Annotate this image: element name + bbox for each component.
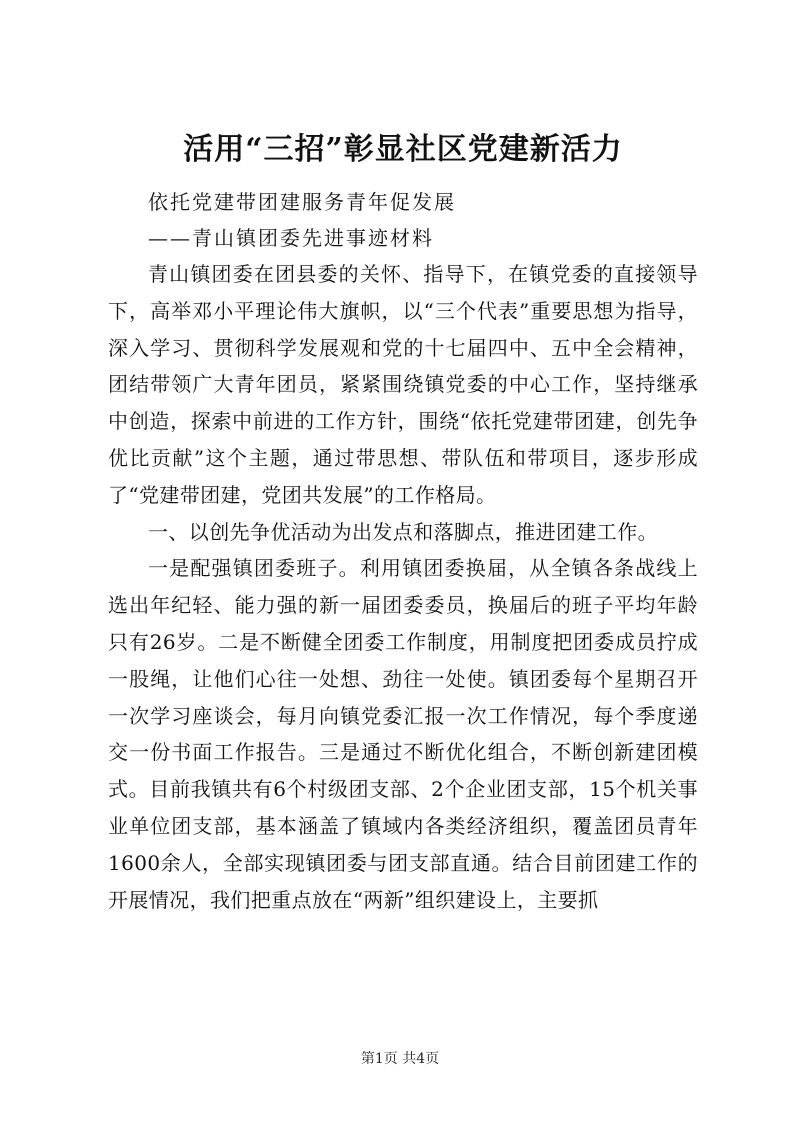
- page-footer: [0, 1050, 800, 1068]
- document-title: 活用“三招”彰显社区党建新活力: [183, 132, 623, 167]
- document-subtitle-author: ——青山镇团委先进事迹材料: [148, 226, 434, 250]
- section-heading: 一、以创先争优活动为出发点和落脚点，推进团建工作。: [148, 519, 658, 544]
- document-subtitle: 依托党建带团建服务青年促发展: [148, 190, 456, 214]
- page-number-indicator: 第1页 共4页: [360, 1051, 440, 1067]
- document-page: [108, 130, 698, 918]
- body-paragraph-intro: 青山镇团委在团县委的关怀、指导下，在镇党委的直接领导下，高举邓小平理论伟大旗帜，以“三个代表”重要思想为指导，深入学习、贯彻科学发展观和党的十七届四中、五中全会精神，团结带领广大青年团员，紧紧围绕镇党委的中心工作，坚持继承中创造，探索中前进的工作方针，围绕“依托党建带团建，创先争优比贡献”这个主题，通过带思想、带队伍和带项目，逐步形成了“党建带团建，党团共发展”的工作格局。: [108, 262, 698, 507]
- body-paragraph-section-1: 一是配强镇团委班子。利用镇团委换届，从全镇各条战线上选出年纪轻、能力强的新一届团委委员，换届后的班子平均年龄只有26岁。二是不断健全团委工作制度，用制度把团委成员拧成一股绳，让他们心往一处想、劲往一处使。镇团委每个星期召开一次学习座谈会，每月向镇党委汇报一次工作情况，每个季度递交一份书面工作报告。三是通过不断优化组合，不断创新建团模式。目前我镇共有6个村级团支部、2个企业团支部，15个机关事业单位团支部，基本涵盖了镇域内各类经济组织，覆盖团员青年1600余人，全部实现镇团委与团支部直通。结合目前团建工作的开展情况，我们把重点放在“两新”组织建设上，主要抓: [108, 556, 698, 912]
